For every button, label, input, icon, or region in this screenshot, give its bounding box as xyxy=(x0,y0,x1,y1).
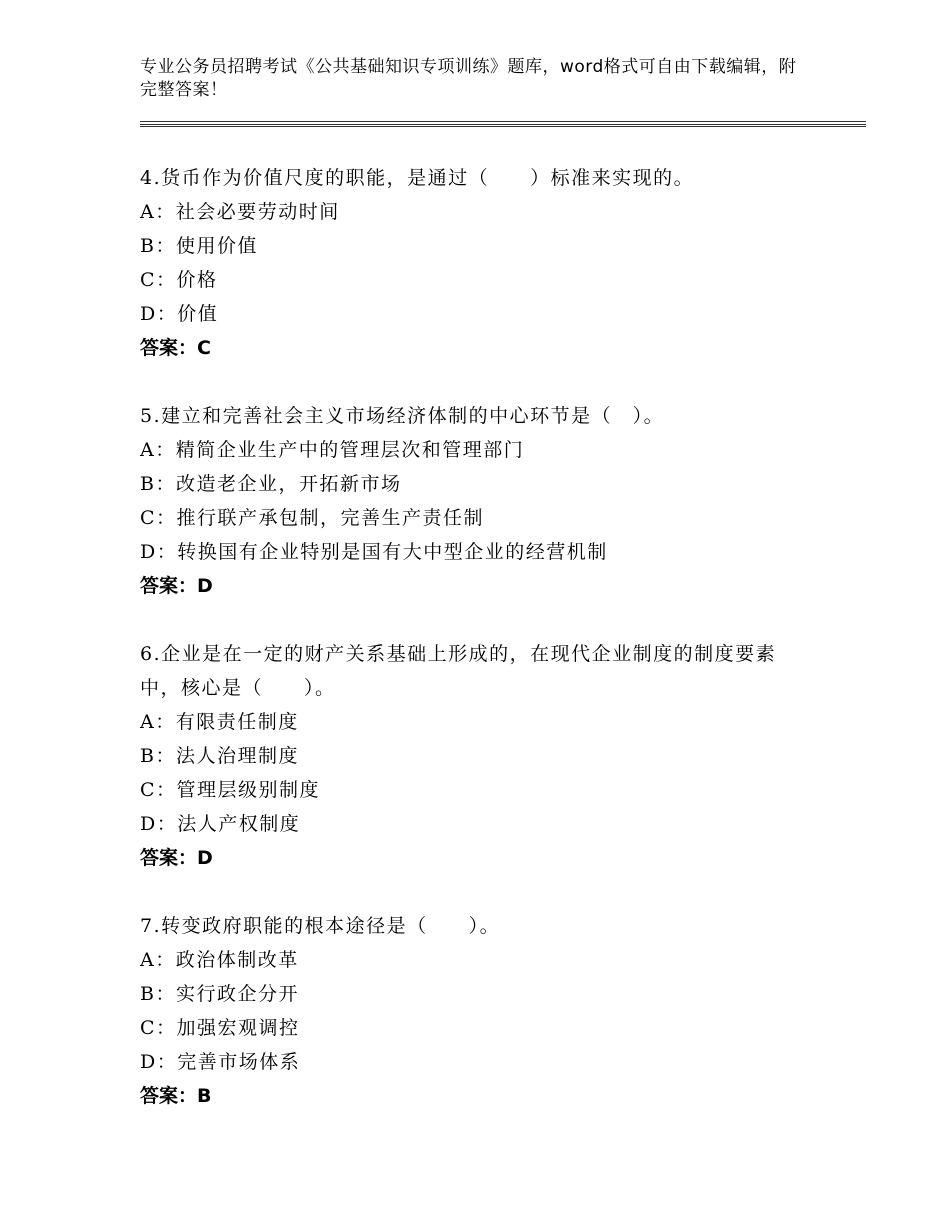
question-6 xyxy=(140,637,810,875)
option-b: B：法人治理制度 xyxy=(140,745,299,767)
option-b: B：使用价值 xyxy=(140,235,258,257)
option-d: D：法人产权制度 xyxy=(140,813,301,835)
document-header: 专业公务员招聘考试《公共基础知识专项训练》题库，word格式可自由下载编辑，附完整答案！ xyxy=(140,57,797,100)
header-divider xyxy=(140,121,866,122)
answer: 答案：C xyxy=(140,337,211,359)
question-list xyxy=(140,161,810,1147)
option-d: D：转换国有企业特别是国有大中型企业的经营机制 xyxy=(140,541,608,563)
question-stem: 5.建立和完善社会主义市场经济体制的中心环节是（ ）。 xyxy=(140,405,665,427)
option-c: C：推行联产承包制，完善生产责任制 xyxy=(140,507,485,529)
question-7 xyxy=(140,909,810,1113)
answer: 答案：B xyxy=(140,1085,212,1107)
option-c: C：加强宏观调控 xyxy=(140,1017,300,1039)
answer: 答案：D xyxy=(140,847,213,869)
option-c: C：管理层级别制度 xyxy=(140,779,321,801)
option-a: A：政治体制改革 xyxy=(140,949,299,971)
header-divider xyxy=(140,126,866,127)
option-b: B：改造老企业，开拓新市场 xyxy=(140,473,402,495)
question-stem: 7.转变政府职能的根本途径是（ ）。 xyxy=(140,915,501,937)
question-4 xyxy=(140,161,810,365)
option-d: D：完善市场体系 xyxy=(140,1051,301,1073)
header-divider xyxy=(140,124,866,125)
option-c: C：价格 xyxy=(140,269,218,291)
option-a: A：精简企业生产中的管理层次和管理部门 xyxy=(140,439,525,461)
question-5 xyxy=(140,399,810,603)
option-a: A：有限责任制度 xyxy=(140,711,299,733)
question-stem: 6.企业是在一定的财产关系基础上形成的，在现代企业制度的制度要素中，核心是（ ）。 xyxy=(140,643,777,699)
question-stem: 4.货币作为价值尺度的职能，是通过（ ）标准来实现的。 xyxy=(140,167,695,189)
option-b: B：实行政企分开 xyxy=(140,983,299,1005)
option-d: D：价值 xyxy=(140,303,219,325)
option-a: A：社会必要劳动时间 xyxy=(140,201,340,223)
answer: 答案：D xyxy=(140,575,213,597)
